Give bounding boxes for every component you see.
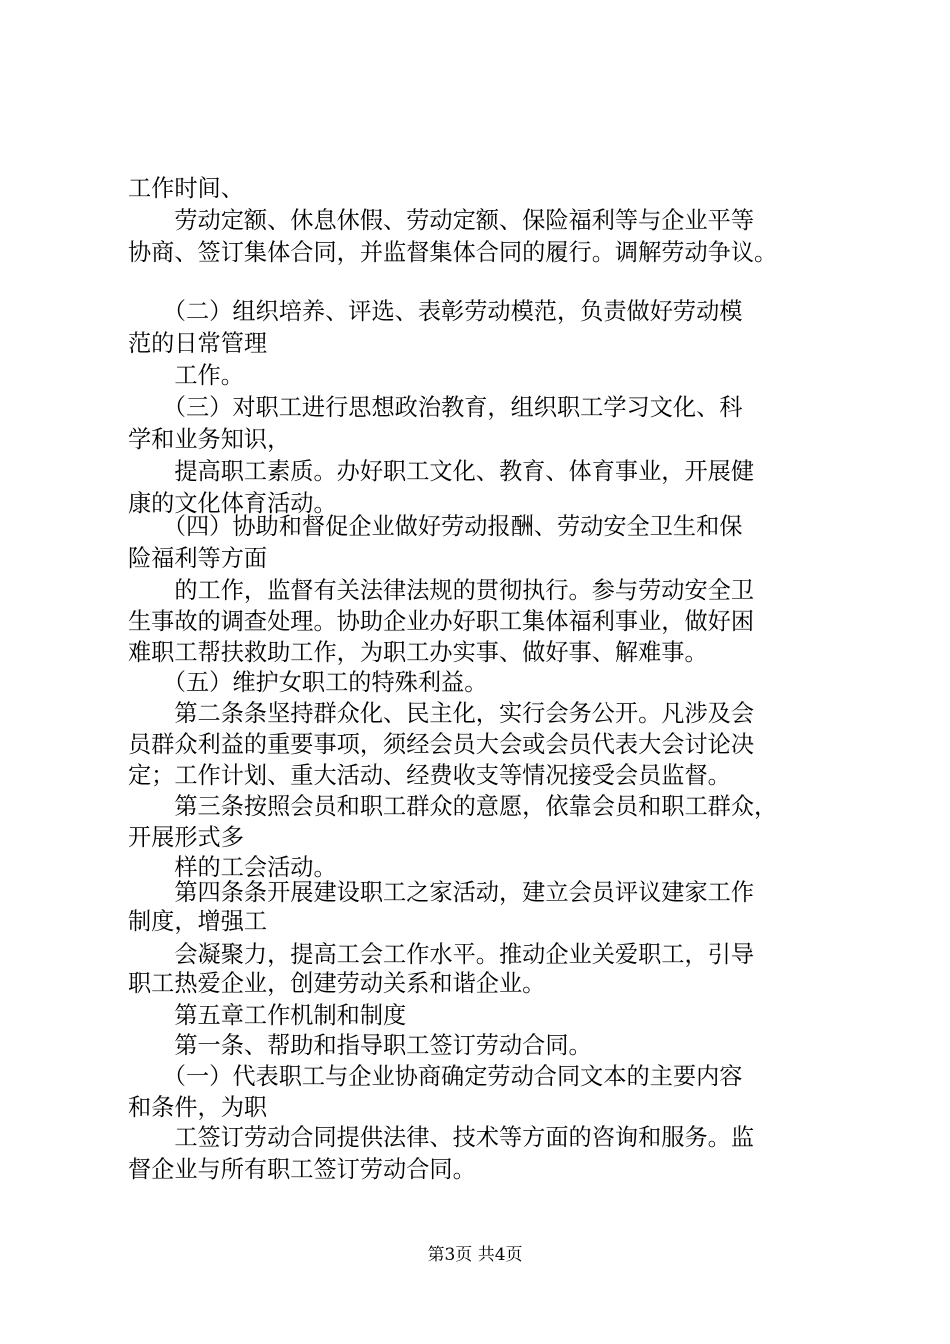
text-line-1: 工作时间、 <box>128 175 244 202</box>
text-line-6: 工作。 <box>128 362 244 389</box>
text-line-5: 范的日常管理 <box>128 330 268 357</box>
text-line-21: 开展形式多 <box>128 824 244 851</box>
text-line-24: 制度，增强工 <box>128 908 268 935</box>
page-number-footer: 第3页 共4页 <box>427 1245 523 1265</box>
text-line-32: 督企业与所有职工签订劳动合同。 <box>128 1156 476 1183</box>
text-line-14: 生事故的调查处理。协助企业办好职工集体福利事业，做好困 <box>128 608 755 635</box>
text-line-15: 难职工帮扶救助工作，为职工办实事、做好事、解难事。 <box>128 639 708 666</box>
text-line-23: 第四条条开展建设职工之家活动，建立会员评议建家工作 <box>128 879 755 906</box>
text-line-25: 会凝聚力，提高工会工作水平。推动企业关爱职工，引导 <box>128 941 755 968</box>
text-line-8: 学和业务知识， <box>128 426 291 453</box>
text-line-13: 的工作，监督有关法律法规的贯彻执行。参与劳动安全卫 <box>128 577 755 604</box>
text-line-4: （二）组织培养、评选、表彰劳动模范，负责做好劳动模 <box>128 298 743 325</box>
text-line-12: 险福利等方面 <box>128 545 268 572</box>
text-line-29: （一）代表职工与企业协商确定劳动合同文本的主要内容 <box>128 1063 743 1090</box>
text-line-7: （三）对职工进行思想政治教育，组织职工学习文化、科 <box>128 394 743 421</box>
text-line-9: 提高职工素质。办好职工文化、教育、体育事业，开展健 <box>128 458 755 485</box>
text-line-11: （四）协助和督促企业做好劳动报酬、劳动安全卫生和保 <box>128 513 743 540</box>
text-line-3: 协商、签订集体合同，并监督集体合同的履行。调解劳动争议。 <box>128 239 778 266</box>
text-line-22: 样的工会活动。 <box>128 854 337 881</box>
text-line-19: 定；工作计划、重大活动、经费收支等情况接受会员监督。 <box>128 762 731 789</box>
text-line-26: 职工热爱企业，创建劳动关系和谐企业。 <box>128 970 546 997</box>
text-line-18: 员群众利益的重要事项，须经会员大会或会员代表大会讨论决 <box>128 731 755 758</box>
text-line-10: 康的文化体育活动。 <box>128 490 337 517</box>
text-line-17: 第二条条坚持群众化、民主化，实行会务公开。凡涉及会 <box>128 700 755 727</box>
text-line-30: 和条件，为职 <box>128 1094 268 1121</box>
text-line-31: 工签订劳动合同提供法律、技术等方面的咨询和服务。监 <box>128 1124 755 1151</box>
text-line-16: （五）维护女职工的特殊利益。 <box>128 669 488 696</box>
text-line-27: 第五章工作机制和制度 <box>128 1002 407 1029</box>
text-line-20: 第三条按照会员和职工群众的意愿，依靠会员和职工群众， <box>128 793 778 820</box>
text-line-2: 劳动定额、休息休假、劳动定额、保险福利等与企业平等 <box>128 207 755 234</box>
text-line-28: 第一条、帮助和指导职工签订劳动合同。 <box>128 1032 592 1059</box>
